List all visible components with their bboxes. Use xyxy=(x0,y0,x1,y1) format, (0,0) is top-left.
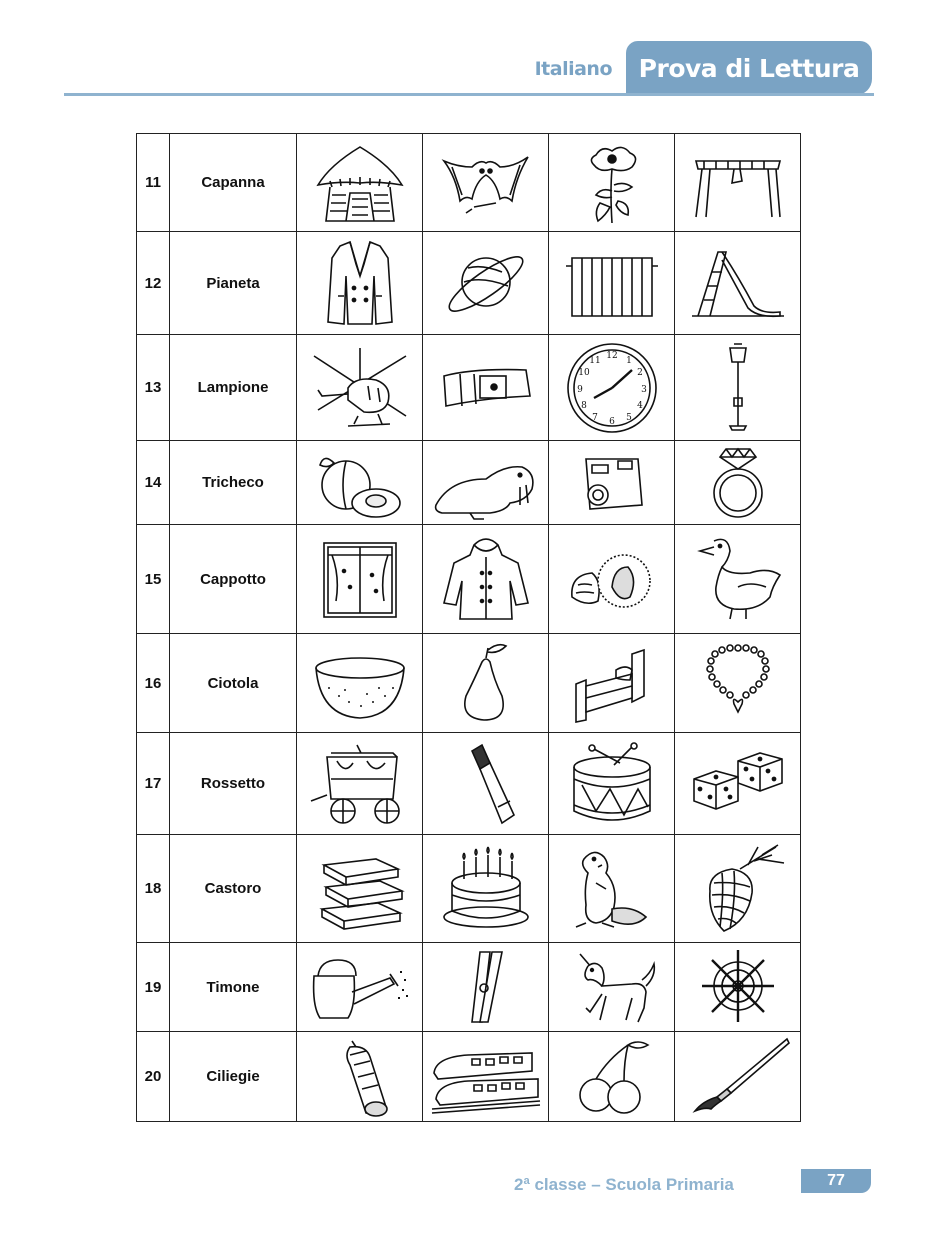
header-divider xyxy=(64,93,874,96)
raincoat-icon[interactable] xyxy=(423,525,549,634)
page-header xyxy=(0,0,935,100)
clock-number: 12 xyxy=(605,350,618,361)
row-number: 16 xyxy=(137,634,170,733)
row-word: Pianeta xyxy=(170,232,297,335)
clock-number: 9 xyxy=(576,384,583,395)
row-word: Ciotola xyxy=(170,634,297,733)
table-row xyxy=(137,335,801,441)
walrus-icon[interactable] xyxy=(423,441,549,525)
table-row xyxy=(137,525,801,634)
clock-number: 4 xyxy=(636,400,643,411)
table-row xyxy=(137,943,801,1032)
row-word: Cappotto xyxy=(170,525,297,634)
pear-icon[interactable] xyxy=(423,634,549,733)
table-row xyxy=(137,441,801,525)
duck-icon[interactable] xyxy=(675,525,801,634)
hut-icon[interactable] xyxy=(297,134,423,232)
bowl-icon[interactable] xyxy=(297,634,423,733)
window-icon[interactable] xyxy=(297,525,423,634)
table-row xyxy=(137,733,801,835)
row-word: Rossetto xyxy=(170,733,297,835)
clock-number: 2 xyxy=(636,367,643,378)
class-label: 2ª classe – Scuola Primaria xyxy=(514,1175,734,1194)
salami-icon[interactable] xyxy=(297,1032,423,1122)
clock-number: 11 xyxy=(588,355,601,366)
table-row xyxy=(137,134,801,232)
page-title: Prova di Lettura xyxy=(638,54,860,83)
page-number-tab xyxy=(801,1169,871,1193)
bat-icon[interactable] xyxy=(423,134,549,232)
row-number: 11 xyxy=(137,134,170,232)
chestnut-icon[interactable] xyxy=(549,525,675,634)
table-row xyxy=(137,835,801,943)
row-number: 14 xyxy=(137,441,170,525)
jacket-icon[interactable] xyxy=(297,232,423,335)
lipstick-icon[interactable] xyxy=(423,733,549,835)
belt-icon[interactable] xyxy=(423,335,549,441)
helm-icon[interactable] xyxy=(675,943,801,1032)
poppy-icon[interactable] xyxy=(549,134,675,232)
cake-icon[interactable] xyxy=(423,835,549,943)
reading-test-table xyxy=(136,133,801,1122)
drum-icon[interactable] xyxy=(549,733,675,835)
bed-icon[interactable] xyxy=(549,634,675,733)
table-row xyxy=(137,1032,801,1122)
row-number: 20 xyxy=(137,1032,170,1122)
clothespin-icon[interactable] xyxy=(423,943,549,1032)
unicorn-icon[interactable] xyxy=(549,943,675,1032)
clock-number: 6 xyxy=(608,416,615,427)
train-icon[interactable] xyxy=(423,1032,549,1122)
clock-number: 3 xyxy=(640,384,647,395)
clock-number: 8 xyxy=(580,400,587,411)
row-number: 19 xyxy=(137,943,170,1032)
row-number: 13 xyxy=(137,335,170,441)
clock-number: 1 xyxy=(625,355,632,366)
helicopter-icon[interactable] xyxy=(297,335,423,441)
slide-icon[interactable] xyxy=(675,232,801,335)
watering-can-icon[interactable] xyxy=(297,943,423,1032)
radiator-icon[interactable] xyxy=(549,232,675,335)
bench-icon[interactable] xyxy=(675,134,801,232)
row-word: Castoro xyxy=(170,835,297,943)
row-word: Capanna xyxy=(170,134,297,232)
paintbrush-icon[interactable] xyxy=(675,1032,801,1122)
subject-label: Italiano xyxy=(534,58,612,80)
clock-number: 7 xyxy=(591,412,598,423)
necklace-icon[interactable] xyxy=(675,634,801,733)
cherries-icon[interactable] xyxy=(549,1032,675,1122)
row-number: 18 xyxy=(137,835,170,943)
row-word: Timone xyxy=(170,943,297,1032)
row-word: Lampione xyxy=(170,335,297,441)
clock-number: 10 xyxy=(577,367,590,378)
page-number: 77 xyxy=(827,1172,845,1189)
row-word: Ciliegie xyxy=(170,1032,297,1122)
streetlamp-icon[interactable] xyxy=(675,335,801,441)
carriage-icon[interactable] xyxy=(297,733,423,835)
dice-icon[interactable] xyxy=(675,733,801,835)
pinecone-icon[interactable] xyxy=(675,835,801,943)
peach-icon[interactable] xyxy=(297,441,423,525)
clock-icon[interactable] xyxy=(549,335,675,441)
camera-icon[interactable] xyxy=(549,441,675,525)
row-number: 12 xyxy=(137,232,170,335)
row-word: Tricheco xyxy=(170,441,297,525)
row-number: 15 xyxy=(137,525,170,634)
row-number: 17 xyxy=(137,733,170,835)
books-icon[interactable] xyxy=(297,835,423,943)
beaver-icon[interactable] xyxy=(549,835,675,943)
title-tab xyxy=(626,41,872,95)
clock-number: 5 xyxy=(625,412,632,423)
planet-icon[interactable] xyxy=(423,232,549,335)
table-row xyxy=(137,634,801,733)
table-row xyxy=(137,232,801,335)
ring-icon[interactable] xyxy=(675,441,801,525)
